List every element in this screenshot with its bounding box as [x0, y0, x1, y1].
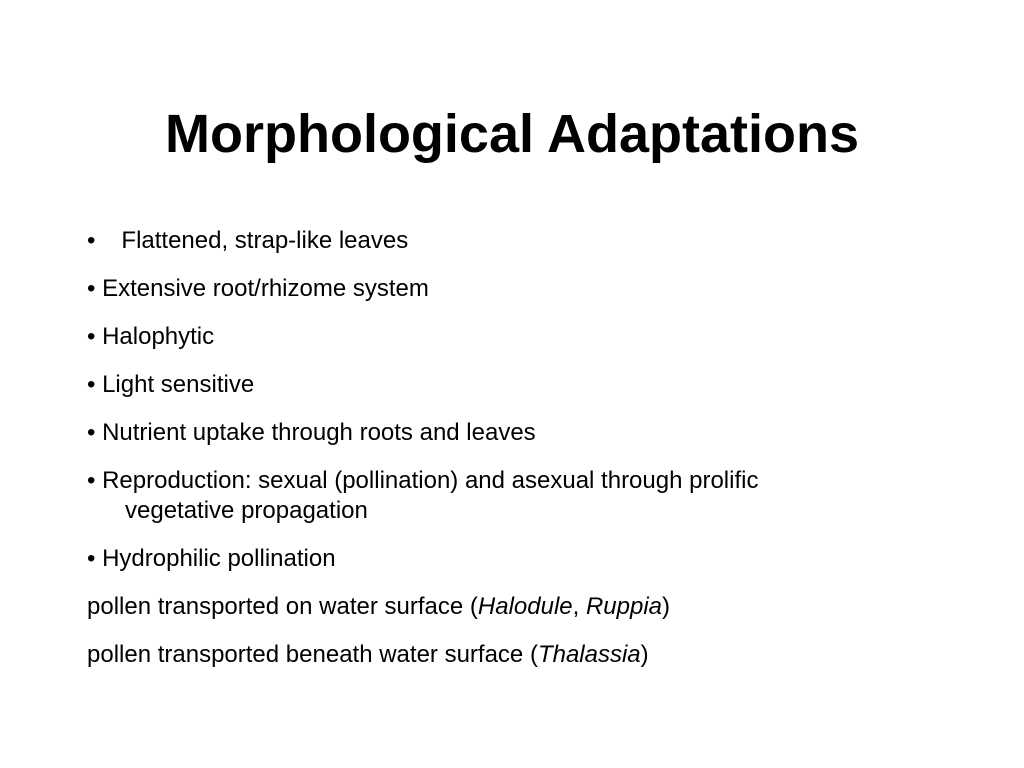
bullet-item [87, 418, 947, 448]
bullet-item [87, 322, 947, 352]
genus-name: Thalassia [537, 641, 641, 668]
bullet-icon: • [87, 467, 96, 494]
bullet-icon: • [87, 371, 96, 398]
bullet-text: Flattened, strap-like leaves [121, 227, 409, 254]
genus-name: Ruppia [585, 593, 663, 620]
bullet-text: Nutrient uptake through roots and leaves [102, 419, 536, 446]
sub-item: pollen transported on water surface (Halodule, Ruppia) [87, 593, 671, 620]
bullet-item [87, 274, 947, 304]
bullet-item [87, 226, 947, 256]
bullet-icon: • [87, 227, 96, 254]
bullet-text: Hydrophilic pollination [102, 545, 336, 572]
genus-name: Halodule [477, 593, 573, 620]
bullet-icon: • [87, 323, 96, 350]
sub-item: pollen transported beneath water surface (Thalassia) [87, 641, 649, 668]
bullet-item [87, 370, 947, 400]
bullet-text-continuation: vegetative propagation [125, 497, 368, 524]
bullet-item [87, 466, 947, 526]
bullet-text: Extensive root/rhizome system [102, 275, 429, 302]
bullet-icon: • [87, 419, 96, 446]
bullet-item [87, 544, 947, 574]
bullet-icon: • [87, 545, 96, 572]
bullet-text: Light sensitive [102, 371, 255, 398]
bullet-text: Reproduction: sexual (pollination) and asexual through prolific [102, 467, 759, 494]
bullet-list [87, 226, 947, 670]
slide-title: Morphological Adaptations [165, 104, 859, 164]
bullet-text: Halophytic [102, 323, 215, 350]
bullet-icon: • [87, 275, 96, 302]
